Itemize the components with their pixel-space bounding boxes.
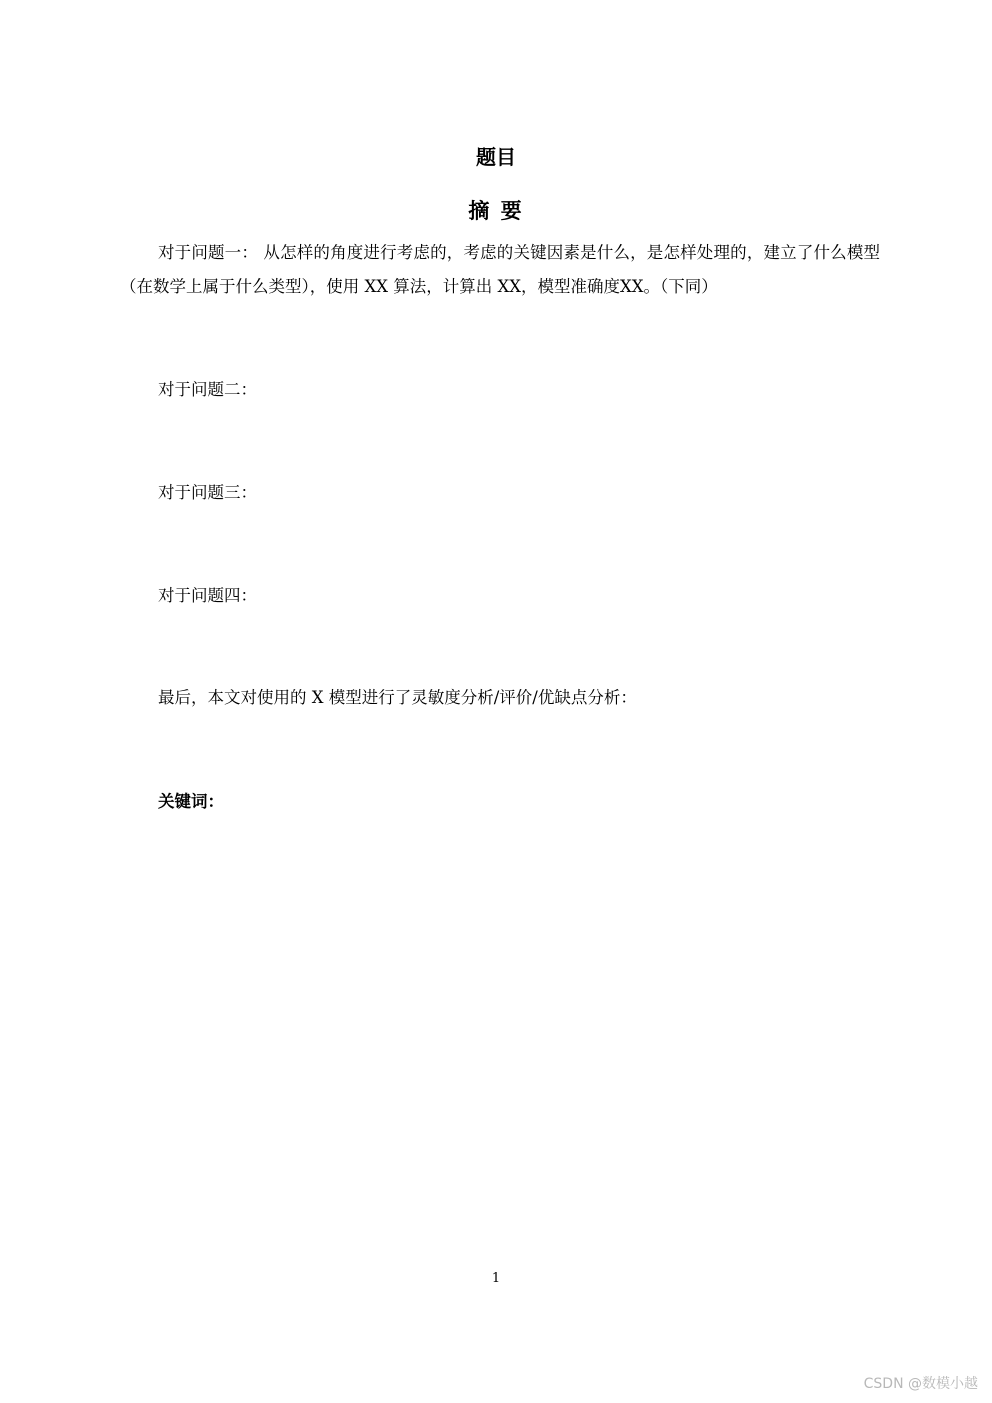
keywords-label: 关键词：: [158, 792, 224, 811]
paragraph-question-4: 对于问题四：: [158, 586, 257, 605]
paragraph-question-1: 对于问题一： 从怎样的角度进行考虑的，考虑的关键因素是什么，是怎样处理的，建立了什么模型（在数学上属于什么类型），使用 XX 算法，计算出 XX，模型准确度XX。（下同）: [120, 243, 880, 296]
paragraph-final: 最后，本文对使用的 X 模型进行了灵敏度分析/评价/优缺点分析：: [158, 688, 637, 707]
watermark: CSDN @数模小越: [863, 1376, 978, 1392]
paragraph-question-2: 对于问题二：: [158, 380, 257, 399]
paragraph-question-3: 对于问题三：: [158, 483, 257, 502]
abstract-heading: 摘 要: [468, 199, 524, 223]
document-title: 题目: [476, 145, 516, 169]
page-number: 1: [491, 1271, 501, 1286]
